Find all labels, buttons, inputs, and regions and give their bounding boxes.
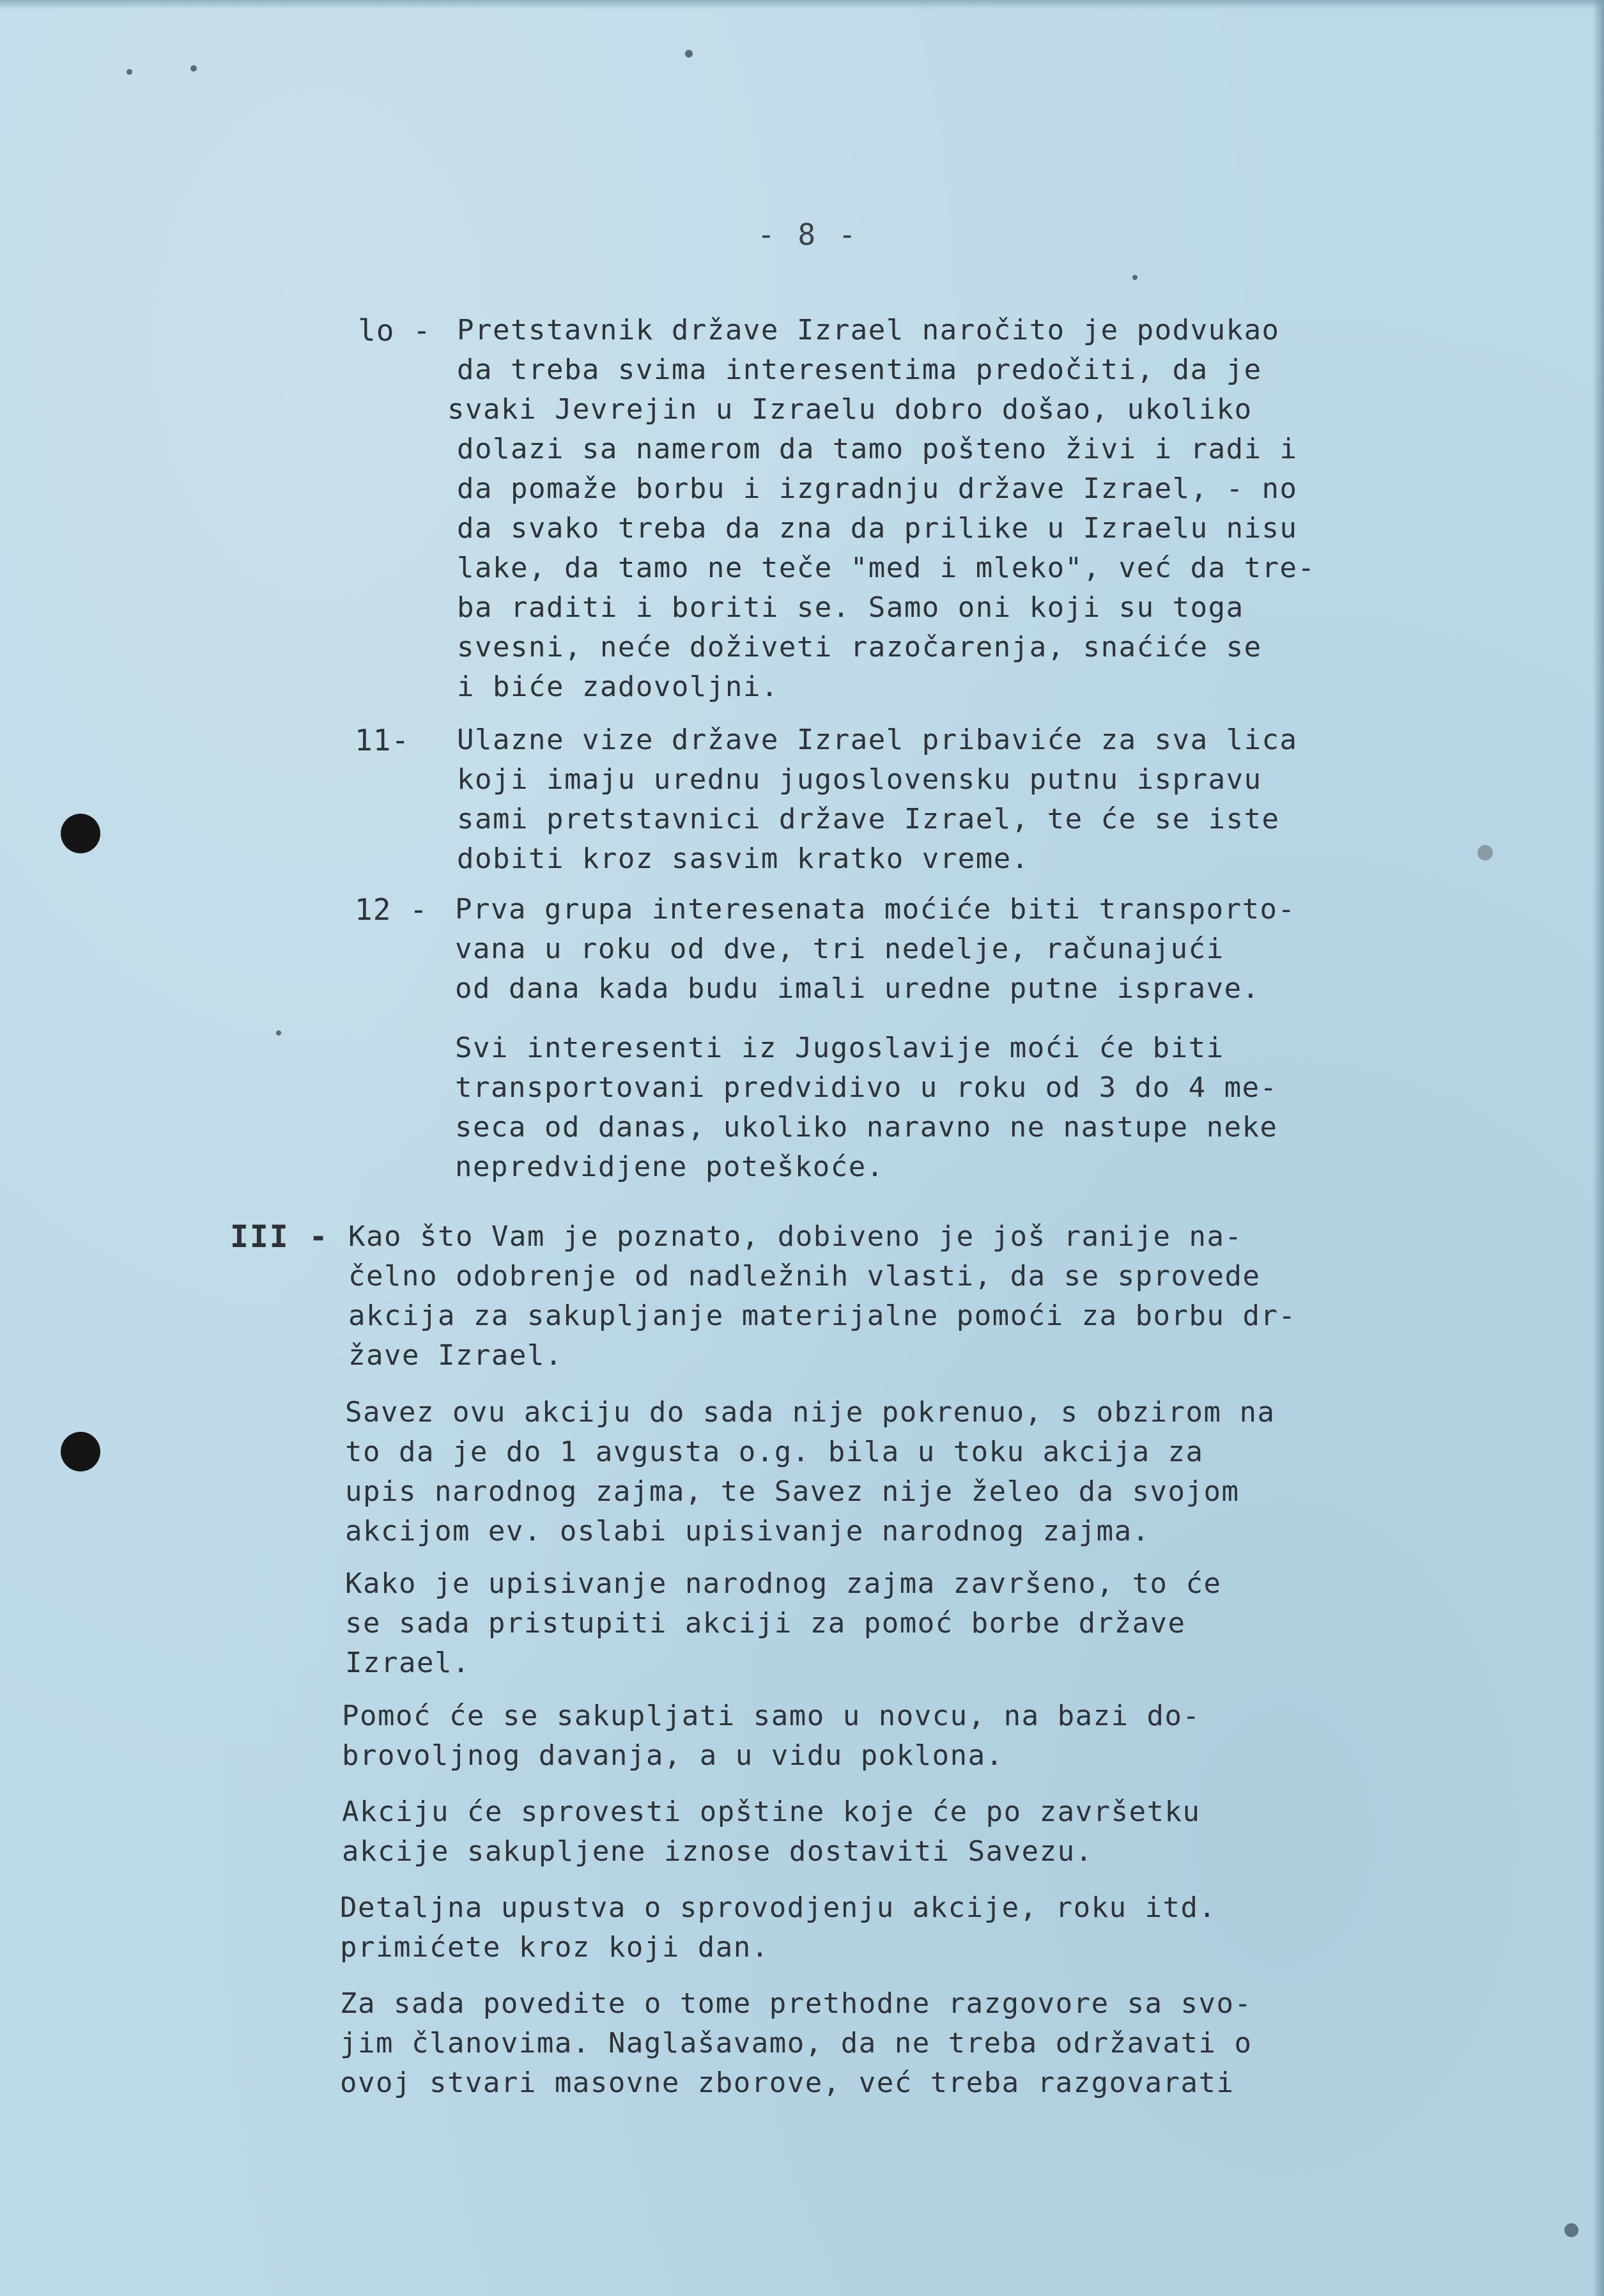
item-number-11: 11- <box>355 723 410 757</box>
paragraph-line: brovoljnog davanja, a u vidu poklona. <box>342 1739 1004 1772</box>
paragraph-line: Pomoć će se sakupljati samo u novcu, na bazi do- <box>342 1700 1201 1732</box>
item-12-line: Prva grupa interesenata moćiće biti transporto- <box>455 893 1296 926</box>
item-10-line: i biće zadovoljni. <box>457 671 779 703</box>
speck-mark <box>276 1030 281 1036</box>
item-11-line: sami pretstavnici države Izrael, te će se iste <box>457 803 1280 835</box>
paragraph-line: akcijom ev. oslabi upisivanje narodnog zajma. <box>345 1515 1150 1547</box>
item-10-line: da pomaže borbu i izgradnju države Izrael, - no <box>457 472 1298 505</box>
paragraph-line: upis narodnog zajma, te Savez nije želeo da svojom <box>345 1475 1240 1508</box>
item-number-12: 12 - <box>355 892 428 927</box>
item-10-line: svesni, neće doživeti razočarenja, snaćiće se <box>457 631 1262 663</box>
page-number: - 8 - <box>757 217 859 252</box>
item-10-line: dolazi sa namerom da tamo pošteno živi i radi i <box>457 433 1298 465</box>
speck-mark <box>685 50 693 58</box>
paragraph-line: jim članovima. Naglašavamo, da ne treba održavati o <box>340 2027 1253 2059</box>
item-12-paragraph-line: nepredvidjene poteškoće. <box>455 1151 884 1183</box>
item-10-line: lake, da tamo ne teče "med i mleko", već da tre- <box>457 552 1316 584</box>
item-12-paragraph-line: seca od danas, ukoliko naravno ne nastupe neke <box>455 1111 1278 1144</box>
speck-mark <box>127 69 132 75</box>
paper-right-edge <box>1592 0 1604 2296</box>
speck-mark <box>1132 275 1137 280</box>
punch-hole-lower <box>61 1432 100 1471</box>
section-III-line: Kao što Vam je poznato, dobiveno je još ranije na- <box>348 1220 1243 1253</box>
section-III-line: čelno odobrenje od nadležnih vlasti, da se sprovede <box>348 1260 1261 1292</box>
paper-top-edge <box>0 0 1604 9</box>
speck-mark <box>1564 2223 1578 2237</box>
item-10-line: da treba svima interesentima predočiti, da je <box>457 353 1262 386</box>
paragraph-line: Kako je upisivanje narodnog zajma završeno, to će <box>345 1567 1222 1600</box>
item-10-line: da svako treba da zna da prilike u Izraelu nisu <box>457 512 1298 545</box>
paragraph-line: se sada pristupiti akciji za pomoć borbe države <box>345 1607 1186 1640</box>
section-III-line: akcija za sakupljanje materijalne pomoći za borbu dr- <box>348 1299 1297 1332</box>
paragraph-line: Akciju će sprovesti opštine koje će po završetku <box>342 1796 1201 1828</box>
paragraph-line: Za sada povedite o tome prethodne razgovore sa svo- <box>340 1987 1253 2020</box>
paragraph-line: akcije sakupljene iznose dostaviti Savezu. <box>342 1835 1093 1868</box>
paragraph-line: Izrael. <box>345 1647 470 1679</box>
paragraph-line: to da je do 1 avgusta o.g. bila u toku akcija za <box>345 1436 1204 1468</box>
item-10-line: Pretstavnik države Izrael naročito je podvukao <box>457 314 1280 346</box>
item-11-line: Ulazne vize države Izrael pribaviće za sva lica <box>457 724 1298 756</box>
punch-hole-upper <box>61 814 100 853</box>
paragraph-line: Detaljna upustva o sprovodjenju akcije, roku itd. <box>340 1891 1217 1924</box>
paragraph-line: Savez ovu akciju do sada nije pokrenuo, s obzirom na <box>345 1396 1276 1429</box>
item-12-line: od dana kada budu imali uredne putne isprave. <box>455 972 1260 1005</box>
section-III-line: žave Izrael. <box>348 1339 563 1372</box>
item-12-line: vana u roku od dve, tri nedelje, računajući <box>455 933 1224 965</box>
item-10-line: ba raditi i boriti se. Samo oni koji su toga <box>457 591 1244 624</box>
item-number-10: lo - <box>358 313 431 348</box>
item-10-line: svaki Jevrejin u Izraelu dobro došao, ukoliko <box>447 393 1253 426</box>
item-12-paragraph-line: Svi interesenti iz Jugoslavije moći će biti <box>455 1032 1224 1064</box>
speck-mark <box>190 65 197 72</box>
item-11-line: koji imaju urednu jugoslovensku putnu ispravu <box>457 763 1262 796</box>
paragraph-line: primićete kroz koji dan. <box>340 1931 769 1964</box>
paragraph-line: ovoj stvari masovne zborove, već treba razgovarati <box>340 2067 1235 2099</box>
section-number-III: III - <box>230 1219 329 1255</box>
speck-mark <box>1477 845 1493 860</box>
item-12-paragraph-line: transportovani predvidivo u roku od 3 do 4 me- <box>455 1071 1278 1104</box>
item-11-line: dobiti kroz sasvim kratko vreme. <box>457 842 1029 875</box>
